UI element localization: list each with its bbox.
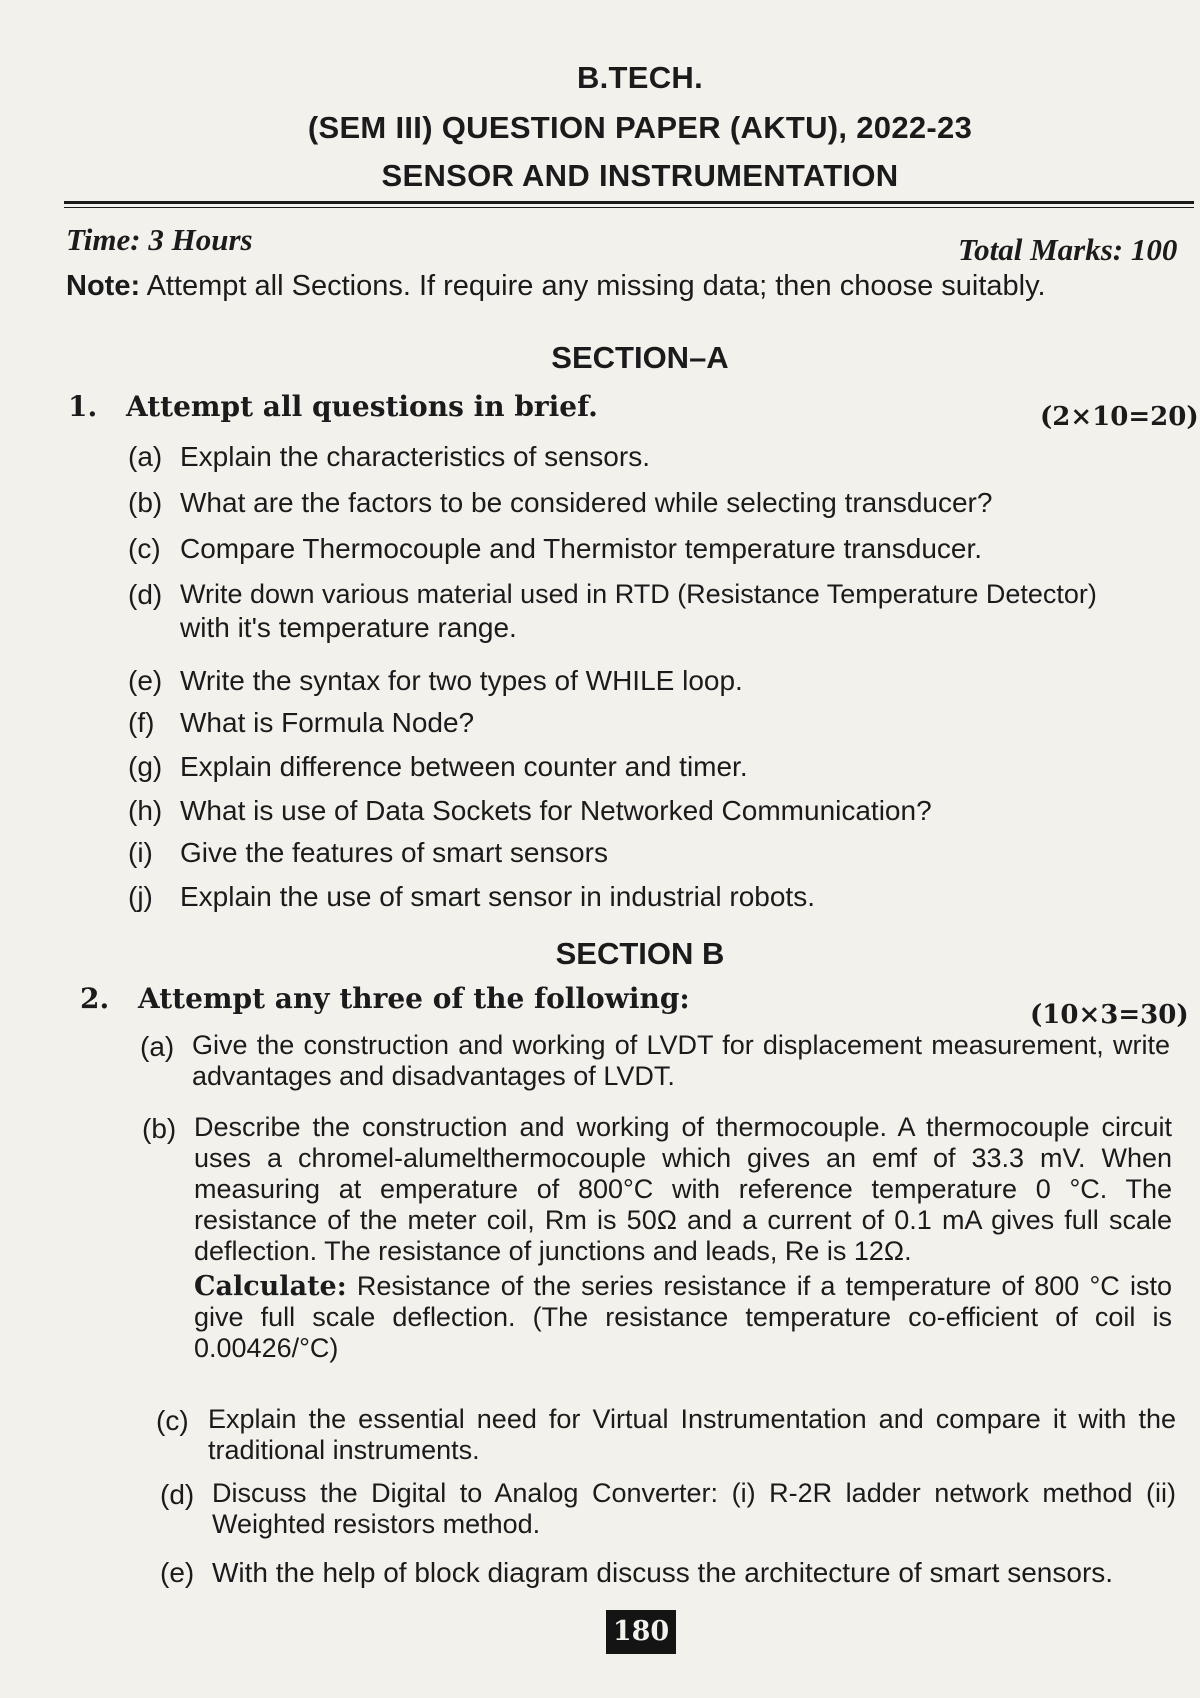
question-1e xyxy=(128,664,1178,700)
question-1f xyxy=(128,706,1178,742)
question-1g xyxy=(128,750,1178,786)
question-1a xyxy=(128,440,1178,476)
question-label: (e) xyxy=(128,665,163,696)
calculate-text: Resistance of the series resistance if a temperature of 800 °C isto give full scale deflection. (The resistance temperature co-efficient of coil is 0.00426/°C) xyxy=(194,1271,1172,1363)
question-1b xyxy=(128,486,1178,522)
question-2a xyxy=(140,1030,1180,1100)
question-text: Give the construction and working of LVDT for displacement measurement, write advantages and disadvantages of LVDT. xyxy=(192,1030,1170,1091)
question-label: (b) xyxy=(128,487,163,518)
question-text: What is Formula Node? xyxy=(180,707,475,738)
question-text: Explain the essential need for Virtual Instrumentation and compare it with the traditional instruments. xyxy=(208,1404,1176,1465)
question-text-block xyxy=(194,1112,1172,1364)
question-2d xyxy=(160,1478,1190,1548)
paper-title: (SEM III) QUESTION PAPER (AKTU), 2022-23 xyxy=(307,110,973,145)
question-label: (i) xyxy=(128,837,153,868)
question-text: What is use of Data Sockets for Networked Communication? xyxy=(180,795,932,826)
section-a-title: SECTION–A xyxy=(551,340,729,375)
question-text: Describe the construction and working of thermocouple. A thermocouple circuit uses a chromel-alumelthermocouple which gives an emf of 33.3 mV. When measuring at emperature of 800°C with reference temperature 0 °C. The resistance of the meter coil, Rm is 50Ω and a current of 0.1 mA gives full scale deflection. The resistance of junctions and leads, Re is 12Ω. xyxy=(194,1112,1172,1266)
question-label: (b) xyxy=(142,1113,177,1144)
question-1h xyxy=(128,794,1178,830)
question-2-heading: Attempt any three of the following: xyxy=(138,982,690,1015)
question-1d xyxy=(128,578,1188,648)
question-2b xyxy=(142,1112,1182,1402)
question-2-number: 2. xyxy=(80,982,110,1015)
question-text: Give the features of smart sensors xyxy=(180,837,608,868)
question-label: (c) xyxy=(128,533,161,564)
question-text: Write the syntax for two types of WHILE loop. xyxy=(180,665,743,696)
subject-title: SENSOR AND INSTRUMENTATION xyxy=(381,158,899,193)
header-rule-thick xyxy=(64,201,1194,204)
instructions-note xyxy=(66,270,1046,303)
question-2-marks: (10×3=30) xyxy=(1030,1000,1189,1030)
question-label: (f) xyxy=(128,707,155,738)
question-1j xyxy=(128,880,1178,916)
question-text-continued: with it's temperature range. xyxy=(180,612,517,643)
question-text: Compare Thermocouple and Thermistor temperature transducer. xyxy=(180,533,983,564)
question-1c xyxy=(128,532,1178,568)
note-text: Attempt all Sections. If require any missing data; then choose suitably. xyxy=(140,270,1046,302)
question-1i xyxy=(128,836,1178,872)
calculate-label: Calculate: xyxy=(194,1271,347,1302)
section-b-title: SECTION B xyxy=(555,936,725,971)
question-1-number: 1. xyxy=(68,390,98,423)
total-marks: Total Marks: 100 xyxy=(958,232,1178,267)
question-text: Write down various material used in RTD (Resistance Temperature Detector) xyxy=(180,579,1097,609)
question-label: (j) xyxy=(128,881,153,912)
question-text: With the help of block diagram discuss the architecture of smart sensors. xyxy=(212,1557,1114,1588)
question-text: Explain the characteristics of sensors. xyxy=(180,441,650,472)
question-label: (c) xyxy=(156,1405,189,1436)
question-label: (d) xyxy=(128,579,163,610)
question-label: (e) xyxy=(160,1557,195,1588)
course-title: B.TECH. xyxy=(576,60,704,95)
question-text: Explain difference between counter and timer. xyxy=(180,751,748,782)
calculate-line xyxy=(194,1271,1172,1364)
question-text: Discuss the Digital to Analog Converter: (i) R-2R ladder network method (ii) Weighted resistors method. xyxy=(212,1478,1176,1539)
question-1-marks: (2×10=20) xyxy=(1040,402,1199,432)
question-label: (g) xyxy=(128,751,163,782)
question-label: (a) xyxy=(128,441,163,472)
header-rule-thin xyxy=(64,207,1194,208)
time-allowed: Time: 3 Hours xyxy=(66,222,253,257)
question-2c xyxy=(156,1404,1186,1474)
question-text: What are the factors to be considered while selecting transducer? xyxy=(180,487,993,518)
question-2e xyxy=(160,1556,1190,1596)
question-label: (a) xyxy=(140,1031,175,1062)
page-number: 180 xyxy=(606,1610,676,1654)
question-text: Explain the use of smart sensor in industrial robots. xyxy=(180,881,815,912)
question-label: (h) xyxy=(128,795,163,826)
note-label: Note: xyxy=(66,270,141,302)
question-label: (d) xyxy=(160,1479,195,1510)
question-1-heading: Attempt all questions in brief. xyxy=(126,390,598,423)
